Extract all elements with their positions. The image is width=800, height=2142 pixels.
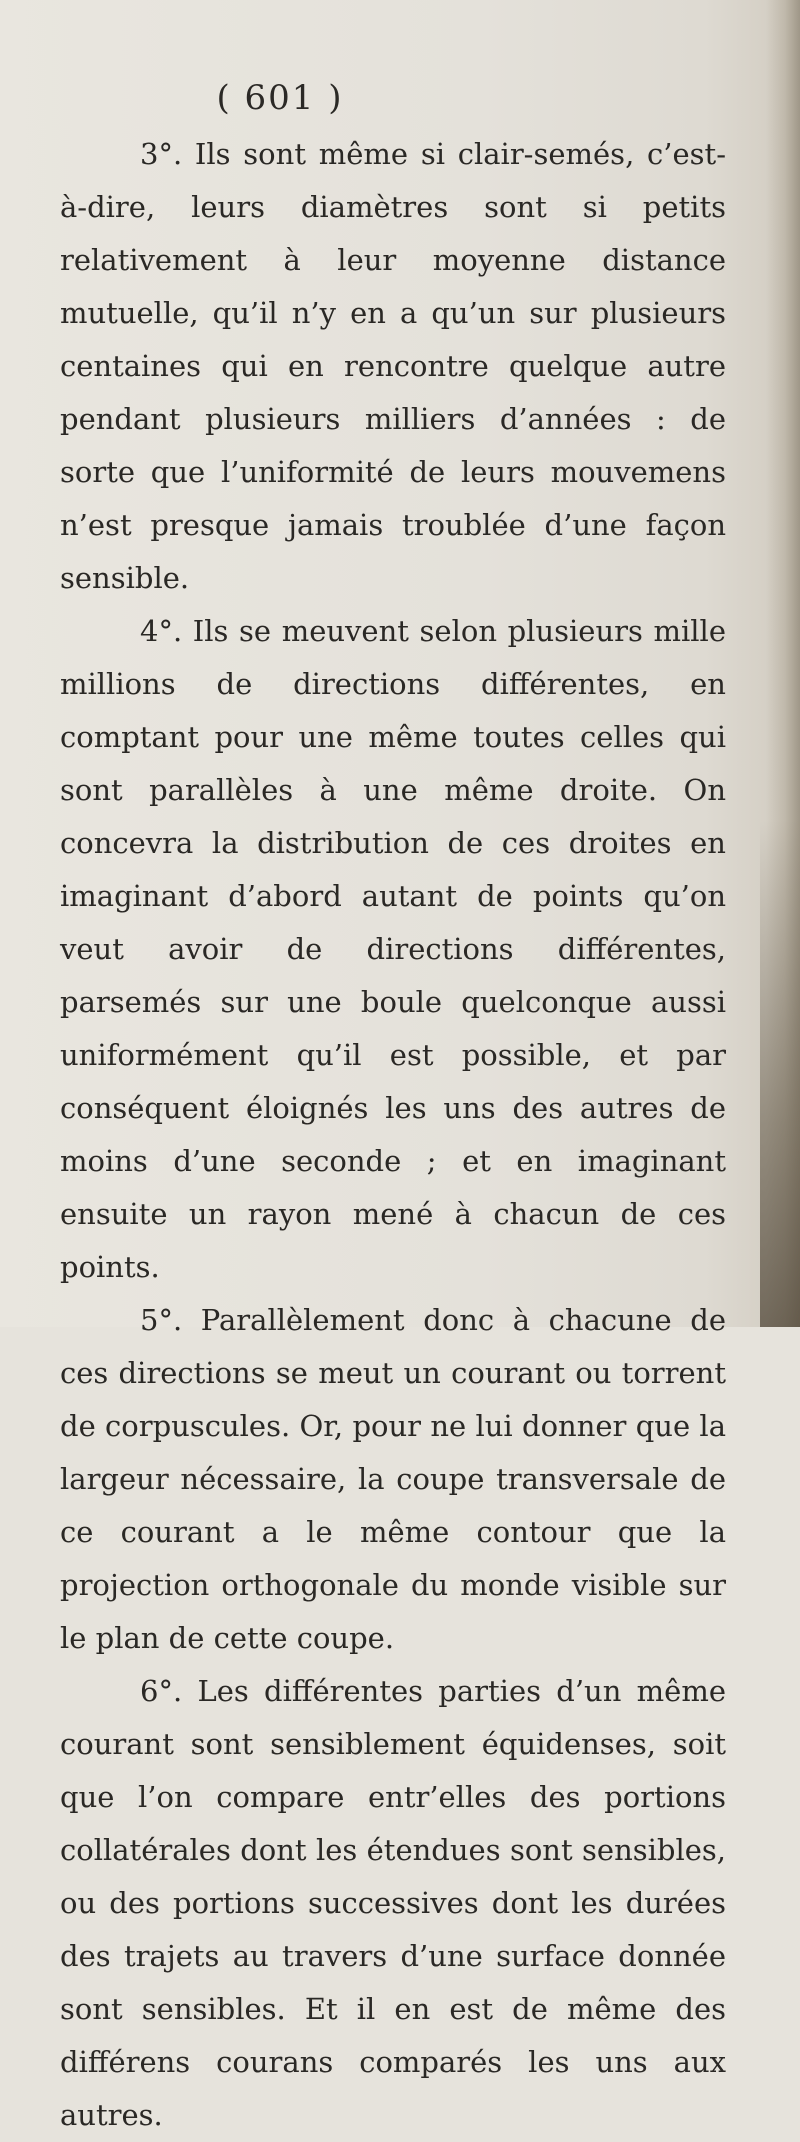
paragraph-5: 5°. Parallèlement donc à chacune de ces directions se meut un courant ou torrent de corpuscules. Or, pour ne lui donner que la largeur nécessaire, la coupe transversale de ce courant a le même contour que la projection orthogonale du monde visible sur le plan de cette coupe.: [60, 1303, 726, 1655]
page-number: ( 601 ): [216, 78, 344, 118]
paragraph-6: 6°. Les différentes parties d’un même courant sont sensiblement équidenses, soit que l’on compare entr’elles des portions collatérales dont les étendues sont sensibles, ou des portions successives dont les durées des trajets au travers d’une surface donnée sont sensibles. Et il en est de même des différens courans comparés les uns aux autres.: [60, 1674, 726, 2132]
paragraph-3: 3°. Ils sont même si clair-semés, c’est-à-dire, leurs diamètres sont si petits relativement à leur moyenne distance mutuelle, qu’il n’y en a qu’un sur plusieurs centaines qui en rencontre quelque autre pendant plusieurs milliers d’années : de sorte que l’uniformité de leurs mouvemens n’est presque jamais troublée d’une façon sensible.: [60, 137, 726, 595]
page-edge-shadow-bottom: [760, 820, 800, 1327]
paragraph-4: 4°. Ils se meuvent selon plusieurs mille millions de directions différentes, en comptant pour une même toutes celles qui sont parallèles à une même droite. On concevra la distribution de ces droites en imaginant d’abord autant de points qu’on veut avoir de directions différentes, parsemés sur une boule quelconque aussi uniformément qu’il est possible, et par conséquent éloignés les uns des autres de moins d’une seconde ; et en imaginant ensuite un rayon mené à chacun de ces points.: [60, 614, 726, 1284]
body-text: [60, 128, 726, 2142]
